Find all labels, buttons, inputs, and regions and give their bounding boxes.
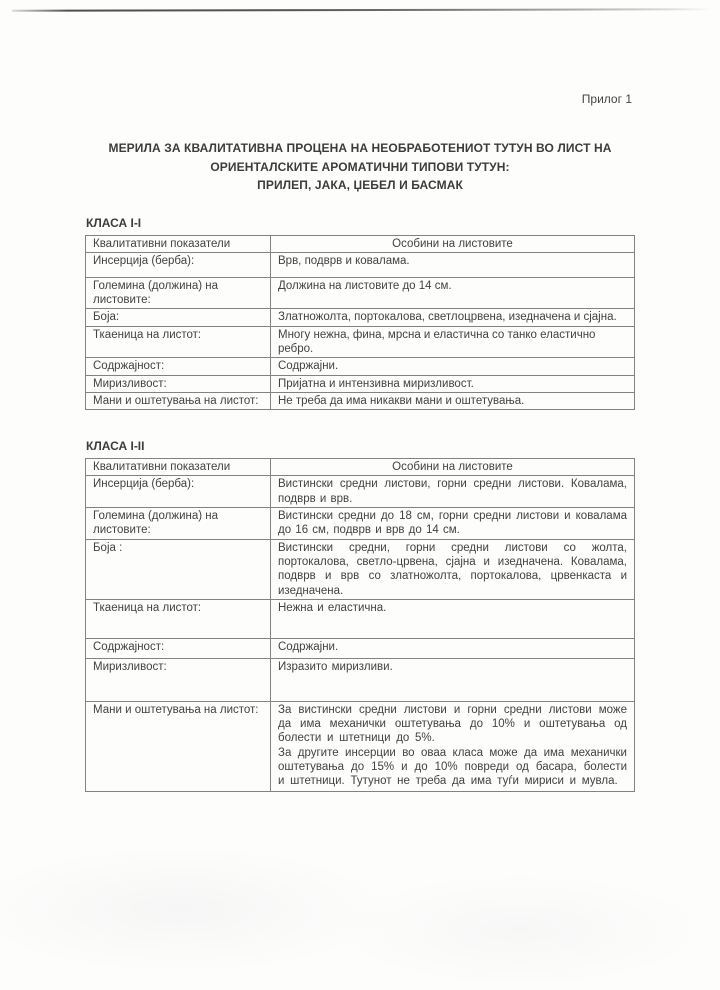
damage-rule-paragraph-2: За другите инсерции во оваа класа може да има механички оштетувања до 15% и до 10% повреди од басара, болести и штетници. Тутунот не треба да има туѓи мириси и мувла. bbox=[278, 746, 627, 788]
row-value: Вистински средни до 18 см, горни средни листови и ковалама до 16 см, подврв и врв до 14 см. bbox=[271, 508, 635, 540]
table-row bbox=[86, 638, 635, 658]
header-cell-leaf-properties: Особини на листовите bbox=[271, 235, 635, 252]
row-label: Содржајност: bbox=[86, 638, 271, 658]
scan-paper-edge-artifact bbox=[12, 8, 712, 11]
row-value: Должина на листовите до 14 см. bbox=[271, 277, 635, 309]
table-row bbox=[86, 392, 635, 409]
row-label: Инсерција (берба): bbox=[86, 476, 271, 508]
section-label-klasa-1-2: КЛАСА I-II bbox=[86, 439, 145, 454]
row-value: Вистински средни, горни средни листови со жолта, портокалова, светло-црвена, сјајна и изедначена. Ковалама, подврв и врв со златножолта, портокалова, црвенкаста и изедначена. bbox=[271, 539, 635, 599]
row-value: Пријатна и интензивна миризливост. bbox=[271, 375, 635, 392]
table-row bbox=[86, 539, 635, 599]
row-value: Содржајни. bbox=[271, 638, 635, 658]
document-title-line-1: МЕРИЛА ЗА КВАЛИТАТИВНА ПРОЦЕНА НА НЕОБРАБОТЕНИОТ ТУТУН ВО ЛИСТ НА bbox=[108, 141, 612, 155]
row-value: Златножолта, портокалова, светлоцрвена, изедначена и сјајна. bbox=[271, 309, 635, 326]
table-row bbox=[86, 476, 635, 508]
row-label: Боја: bbox=[86, 309, 271, 326]
row-label: Ткаеница на листот: bbox=[86, 599, 271, 638]
table-header-row bbox=[86, 235, 635, 252]
table-row bbox=[86, 701, 635, 791]
row-value: Не треба да има никакви мани и оштетувања. bbox=[271, 392, 635, 409]
damage-rule-paragraph-1: За вистински средни листови и горни средни листови може да има механички оштетувања до 10% и оштетувања од болести и штетници до 5%. bbox=[278, 703, 627, 745]
row-label: Содржајност: bbox=[86, 358, 271, 375]
table-row bbox=[86, 252, 635, 277]
header-cell-leaf-properties: Особини на листовите bbox=[271, 459, 635, 476]
header-cell-indicators: Квалитативни показатели bbox=[86, 459, 271, 476]
row-label: Ткаеница на листот: bbox=[86, 326, 271, 358]
document-title bbox=[85, 139, 635, 195]
header-cell-indicators: Квалитативни показатели bbox=[86, 235, 271, 252]
document-title-line-3: ПРИЛЕП, ЈАКА, ЏЕБЕЛ И БАСМАК bbox=[257, 178, 463, 192]
row-label: Мани и оштетувања на листот: bbox=[86, 701, 271, 791]
table-row bbox=[86, 658, 635, 701]
row-label: Инсерција (берба): bbox=[86, 252, 271, 277]
table-row bbox=[86, 508, 635, 540]
row-label: Големина (должина) на листовите: bbox=[86, 277, 271, 309]
document-title-line-2: ОРИЕНТАЛСКИТЕ АРОМАТИЧНИ ТИПОВИ ТУТУН: bbox=[210, 159, 510, 174]
table-header-row bbox=[86, 459, 635, 476]
annex-label: Прилог 1 bbox=[581, 92, 632, 106]
row-value: Врв, подврв и ковалама. bbox=[271, 252, 635, 277]
row-label: Мани и оштетувања на листот: bbox=[86, 392, 271, 409]
table-row bbox=[86, 599, 635, 638]
row-value bbox=[271, 701, 635, 791]
section-label-klasa-1-1: КЛАСА I-I bbox=[86, 215, 142, 230]
quality-table-klasa-1-1 bbox=[85, 235, 635, 411]
row-label: Големина (должина) на листовите: bbox=[86, 508, 271, 540]
row-label: Миризливост: bbox=[86, 658, 271, 701]
table-row bbox=[86, 326, 635, 358]
quality-table-klasa-1-2 bbox=[85, 458, 635, 792]
table-row bbox=[86, 277, 635, 309]
row-value: Изразито миризливи. bbox=[271, 658, 635, 701]
row-value: Многу нежна, фина, мрсна и еластична со танко еластично ребро. bbox=[271, 326, 635, 358]
row-label: Боја : bbox=[86, 539, 271, 599]
table-row bbox=[86, 358, 635, 375]
table-row bbox=[86, 309, 635, 326]
row-value: Нежна и еластична. bbox=[271, 599, 635, 638]
table-row bbox=[86, 375, 635, 392]
row-value: Вистински средни листови, горни средни листови. Ковалама, подврв и врв. bbox=[271, 476, 635, 508]
row-label: Миризливост: bbox=[86, 375, 271, 392]
row-value: Содржајни. bbox=[271, 358, 635, 375]
